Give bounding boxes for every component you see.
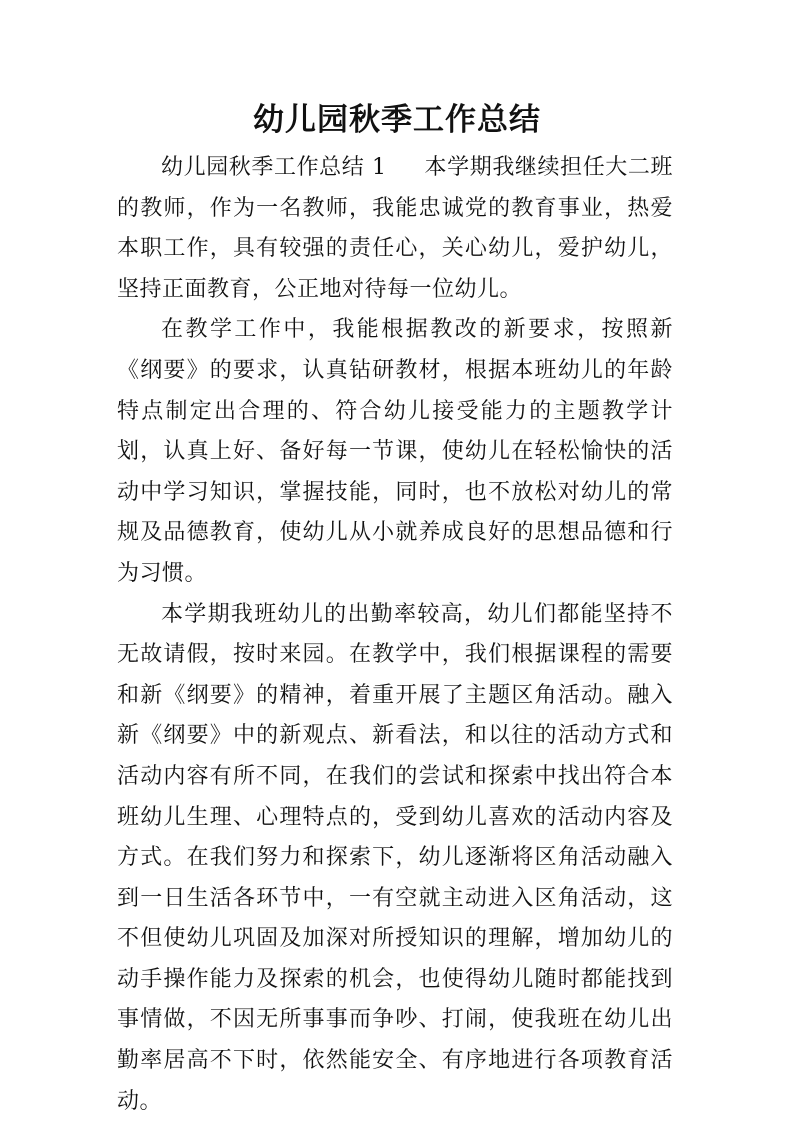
section-heading: 幼儿园秋季工作总结 1 <box>161 155 387 180</box>
document-body <box>117 148 673 1122</box>
document-title: 幼儿园秋季工作总结 <box>253 102 541 138</box>
paragraph-1 <box>117 148 673 310</box>
paragraph-3: 本学期我班幼儿的出勤率较高，幼儿们都能坚持不无故请假，按时来园。在教学中，我们根据课程的需要和新《纲要》的精神，着重开展了主题区角活动。融入新《纲要》中的新观点、新看法，和以往的活动方式和活动内容有所不同，在我们的尝试和探索中找出符合本班幼儿生理、心理特点的，受到幼儿喜欢的活动内容及方式。在我们努力和探索下，幼儿逐渐将区角活动融入到一日生活各环节中，一有空就主动进入区角活动，这不但使幼儿巩固及加深对所授知识的理解，增加幼儿的动手操作能力及探索的机会，也使得幼儿随时都能找到事情做，不因无所事事而争吵、打闹，使我班在幼儿出勤率居高不下时，依然能安全、有序地进行各项教育活动。 <box>117 601 673 1114</box>
paragraph-1-text: 本学期我继续担任大二班的教师，作为一名教师，我能忠诚党的教育事业，热爱本职工作，具有较强的责任心，关心幼儿，爱护幼儿，坚持正面教育，公正地对待每一位幼儿。 <box>117 155 673 302</box>
paragraph-2: 在教学工作中，我能根据教改的新要求，按照新《纲要》的要求，认真钻研教材，根据本班幼儿的年龄特点制定出合理的、符合幼儿接受能力的主题教学计划，认真上好、备好每一节课，使幼儿在轻松愉快的活动中学习知识，掌握技能，同时，也不放松对幼儿的常规及品德教育，使幼儿从小就养成良好的思想品德和行为习惯。 <box>117 317 673 586</box>
